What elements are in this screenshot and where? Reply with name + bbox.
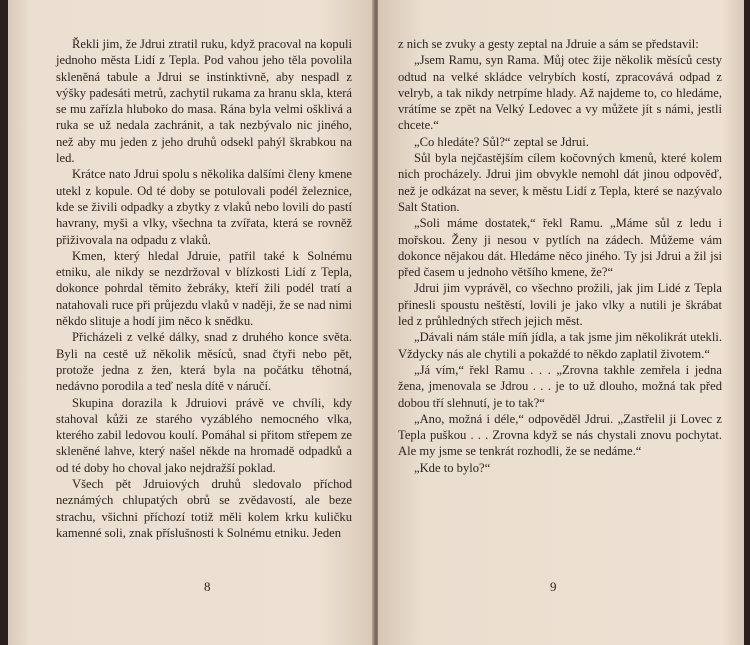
right-page-text [398, 36, 722, 476]
paragraph: Jdrui jim vyprávěl, co všechno prožili, jak jim Lidé z Tepla přinesli spoustu neštěstí, lovili je jako vlky a nutili je škrábat led z průhledných střech jejich měst. [398, 281, 722, 329]
paragraph: „Já vím,“ řekl Ramu . . . „Zrovna takhle zemřela i jedna žena, jmenovala se Jdrou . . . je to už dlouho, možná tak před dobou tří slehnutí, je to tak?“ [398, 362, 722, 410]
paragraph: „Jsem Ramu, syn Rama. Můj otec žije několik měsíců cesty odtud na velké skládce velrybích kostí, zpracovává odpad z velryb, a tak nikdy netrpíme hlady. Až najdeme to, co hledáme, vrátíme se zpět na Velký Ledovec a vy můžete jít s námi, jestli chcete.“ [398, 53, 722, 133]
paragraph: Kmen, který hledal Jdruie, patřil také k Solnému etniku, ale nikdy se nezdržoval v blízkosti Lidí z Tepla, dokonce pohrdal těmito žebráky, kteří žili podél tratí a natahovali ruce při průjezdu vlaků v naději, že se nad nimi někdo slituje a hodí jim něco k snědku. [56, 248, 352, 329]
left-page-text [56, 36, 352, 541]
paragraph: „Kde to bylo?“ [414, 460, 491, 475]
paragraph: Sůl byla nejčastějším cílem kočovných kmenů, které kolem nich procházely. Jdrui jim obvykle nemohl dát jinou odpověď, než je odkázat na sever, k městu Lidí z Tepla, které se nazývalo Salt Station. [398, 151, 722, 214]
page-number-right: 9 [550, 579, 557, 594]
paragraph: Všech pět Jdruiových druhů sledovalo příchod neznámých chlupatých obrů se zvědavostí, ale beze strachu, všichni příchozí totiž měli kolem krku kuličku kamenné soli, znak příslušnosti k Solnému etniku. Jeden [56, 477, 352, 540]
paragraph: Řekli jim, že Jdrui ztratil ruku, když pracoval na kopuli jednoho města Lidí z Tepla. Pod vahou jeho těla povolila skleněná tabule a Jdrui se instinktivně, aby nespadl z výšky padesáti metrů, zachytil rukama za hranu skla, která se mu zařízla hluboko do masa. Rána byla velmi ošklivá a ruka se už nedala zachránit, a tak nezbývalo nic jiného, než aby mu jeden z jeho druhů odsekl pahýl škrabkou na led. [56, 37, 352, 166]
paragraph: „Dávali nám stále míň jídla, a tak jsme jim několikrát utekli. Vždycky nás ale chytili a pokaždé to někdo zaplatil životem.“ [398, 330, 722, 361]
paragraph: Krátce nato Jdrui spolu s několika dalšími členy kmene utekl z kopule. Od té doby se potulovali podél železnice, kde se živili odpadky a zbytky z vlaků nebo lovili do pastí havrany, myši a vlky, všechna ta zvířata, která se rovněž přiživovala na odpadu z vlaků. [56, 167, 352, 247]
paragraph: „Ano, možná i déle,“ odpověděl Jdrui. „Zastřelil ji Lovec z Tepla puškou . . . Zrovna když se nás chystali znovu pochytat. Ale my jsme se tenkrát rozhodli, že se nedáme.“ [398, 411, 722, 459]
paragraph: „Co hledáte? Sůl?“ zeptal se Jdrui. [414, 134, 589, 149]
paragraph: Přicházeli z velké dálky, snad z druhého konce světa. Byli na cestě už několik měsíců, snad čtyři nebo pět, protože jedna z žen, která byla na počátku těhotná, nedávno porodila a teď nesla dítě v náručí. [56, 330, 352, 394]
paragraph: „Soli máme dostatek,“ řekl Ramu. „Máme sůl z ledu i mořskou. Ženy ji nesou v pytlích na zádech. Můžeme vám dokonce nějakou dát. Hledáme něco jiného. Ty jsi Jdrui a žil jsi před časem u jednoho většího kmene, že?“ [398, 216, 722, 280]
paragraph-continuation: z nich se zvuky a gesty zeptal na Jdruie a sám se představil: [398, 37, 699, 51]
right-page [378, 0, 744, 645]
left-page [8, 0, 374, 645]
page-number-left: 8 [204, 579, 211, 594]
paragraph: Skupina dorazila k Jdruiovi právě ve chvíli, kdy stahoval kůži ze starého vyzáblého nemocného vlka, kterého zabil ledovou koulí. Pomáhal si přitom střepem ze skleněné lahve, který našel někde na hromadě odpadků a od té doby ho choval jako nejdražší poklad. [56, 395, 352, 475]
